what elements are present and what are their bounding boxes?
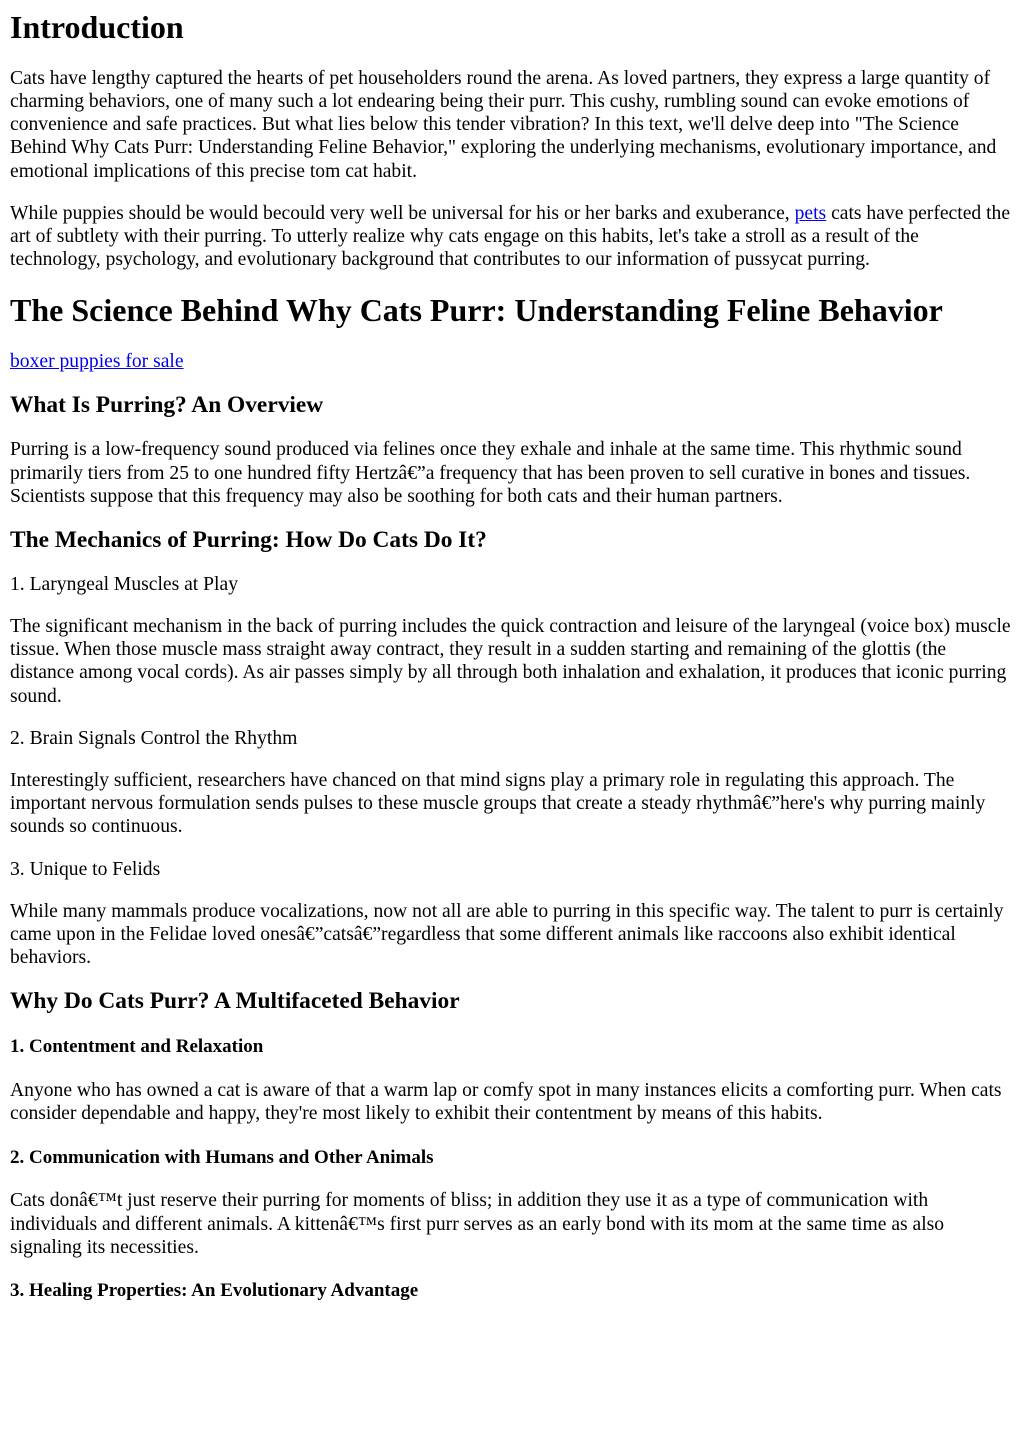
science-heading: The Science Behind Why Cats Purr: Understanding Feline Behavior [10, 292, 943, 329]
mechanics-item-1-title: 1. Laryngeal Muscles at Play [10, 573, 238, 595]
mechanics-item-1-body: The significant mechanism in the back of purring includes the quick contraction and leisure of the laryngeal (voice box) muscle tissue. When those muscle mass straight away contract, they result in a sudden starting and remaining of the glottis (the distance among vocal cords). As air passes simply by all through both inhalation and exhalation, it produces that iconic purring sound. [10, 616, 1011, 707]
mechanics-item-2-body: Interestingly sufficient, researchers have chanced on that mind signs play a primary role in regulating this approach. The important nervous formulation sends pulses to these muscle groups that create a steady rhythmâ€”here's why purring mainly sounds so continuous. [10, 770, 986, 838]
mechanics-item-2-title: 2. Brain Signals Control the Rhythm [10, 727, 298, 749]
intro-paragraph-2 [10, 202, 1014, 272]
mechanics-item-3-title: 3. Unique to Felids [10, 858, 161, 880]
why-sub-1-body: Anyone who has owned a cat is aware of that a warm lap or comfy spot in many instances elicits a comforting purr. When cats consider dependable and happy, they're most likely to exhibit their contentment by means of this habits. [10, 1080, 1002, 1125]
why-sub-1-heading: 1. Contentment and Relaxation [10, 1036, 264, 1058]
boxer-link-paragraph [10, 350, 1014, 373]
intro-heading: Introduction [10, 9, 184, 45]
why-sub-2-heading: 2. Communication with Humans and Other Animals [10, 1146, 434, 1168]
overview-paragraph: Purring is a low-frequency sound produced via felines once they exhale and inhale at the same time. This rhythmic sound primarily tiers from 25 to one hundred fifty Hertzâ€”a frequency that has been proven to sell curative in bones and tissues. Scientists suppose that this frequency may also be soothing for both cats and their human partners. [10, 439, 971, 507]
intro-paragraph-2-text-before: While puppies should be would becould very well be universal for his or her barks and exuberance, [10, 202, 795, 224]
pets-link[interactable]: pets [794, 202, 827, 224]
why-sub-3-heading: 3. Healing Properties: An Evolutionary Advantage [10, 1280, 419, 1302]
mechanics-heading: The Mechanics of Purring: How Do Cats Do It? [10, 526, 487, 553]
why-sub-2-body: Cats donâ€™t just reserve their purring for moments of bliss; in addition they use it as a type of communication with individuals and different animals. A kittenâ€™s first purr serves as an early bond with its mom at the same time as also signaling its necessities. [10, 1190, 945, 1258]
intro-paragraph-2-text-after: cats have perfected the art of subtlety with their purring. To utterly realize why cats engage on this habits, let's take a stroll as a result of the technology, psychology, and evolutionary background that contributes to our information of pussycat purring. [10, 202, 1011, 271]
overview-heading: What Is Purring? An Overview [10, 392, 324, 419]
intro-paragraph-1: Cats have lengthy captured the hearts of pet householders round the arena. As loved partners, they express a large quantity of charming behaviors, one of many such a lot endearing being their purr. This cushy, rumbling sound can evoke emotions of convenience and safe practices. But what lies below this tender vibration? In this text, we'll delve deep into "The Science Behind Why Cats Purr: Understanding Feline Behavior," exploring the underlying mechanisms, evolutionary importance, and emotional implications of this precise tom cat habit. [10, 67, 997, 182]
article [0, 9, 1024, 1302]
why-heading: Why Do Cats Purr? A Multifaceted Behavior [10, 988, 460, 1015]
boxer-puppies-link[interactable]: boxer puppies for sale [10, 351, 184, 373]
mechanics-item-3-body: While many mammals produce vocalizations, now not all are able to purring in this specific way. The talent to purr is certainly came upon in the Felidae loved onesâ€”catsâ€”regardless that some different animals like raccoons also exhibit identical behaviors. [10, 900, 1004, 969]
